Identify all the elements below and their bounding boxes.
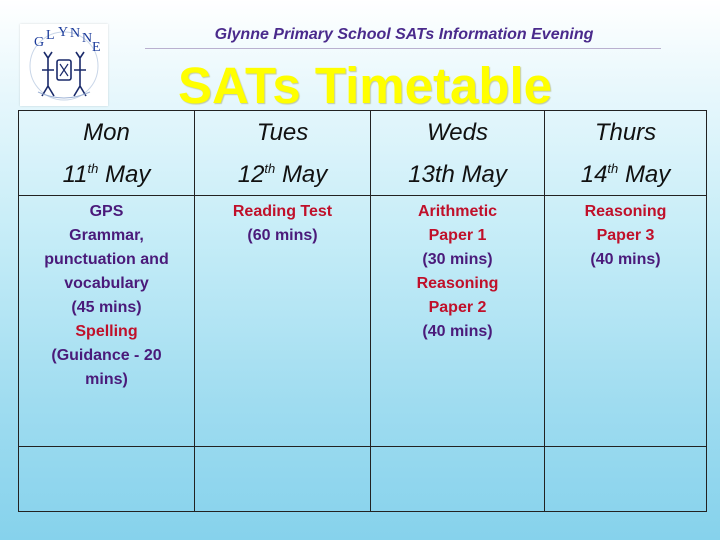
empty-cell	[545, 447, 707, 512]
svg-text:E: E	[92, 40, 101, 55]
day-date: 14th May	[580, 161, 671, 188]
test-line: (30 mins)	[422, 251, 493, 268]
test-line: (45 mins)	[71, 299, 142, 316]
day-name: Thurs	[594, 119, 657, 146]
test-line: (60 mins)	[247, 227, 318, 244]
svg-text:Y: Y	[58, 25, 69, 40]
day-date: 12th May	[237, 161, 328, 188]
tests-weds	[371, 196, 545, 447]
test-line: Paper 2	[428, 299, 487, 316]
timetable-empty-row	[19, 447, 707, 512]
day-date: 11th May	[62, 161, 151, 188]
svg-text:G: G	[34, 35, 45, 50]
test-line: (40 mins)	[422, 323, 493, 340]
svg-text:N: N	[82, 31, 93, 46]
empty-cell	[371, 447, 545, 512]
day-header-thurs	[545, 111, 707, 196]
test-line: GPS	[89, 203, 124, 220]
test-line: mins)	[85, 371, 128, 388]
page-title: SATs Timetable	[177, 57, 553, 114]
test-line: Paper 3	[596, 227, 655, 244]
sats-timetable	[18, 110, 707, 512]
day-name: Weds	[427, 119, 488, 146]
tests-mon	[19, 196, 195, 447]
school-logo	[20, 24, 108, 106]
tests-thurs	[545, 196, 707, 447]
test-line: Reasoning	[584, 203, 667, 220]
day-header-weds	[371, 111, 545, 196]
school-crest-icon	[20, 24, 108, 106]
test-line: Grammar,	[69, 227, 144, 244]
event-subtitle: Glynne Primary School SATs Information Evening	[214, 26, 594, 43]
empty-cell	[19, 447, 195, 512]
test-line: Arithmetic	[417, 203, 498, 220]
day-header-tues	[195, 111, 371, 196]
test-line: Paper 1	[428, 227, 487, 244]
empty-cell	[195, 447, 371, 512]
day-header-mon	[19, 111, 195, 196]
day-name: Tues	[256, 119, 309, 146]
timetable-header-row	[19, 111, 707, 196]
svg-text:N: N	[70, 26, 81, 41]
timetable-tests-row	[19, 196, 707, 447]
day-date: 13th May	[408, 161, 507, 188]
test-line: (Guidance - 20	[51, 347, 162, 364]
tests-tues	[195, 196, 371, 447]
test-line: Reasoning	[416, 275, 499, 292]
test-line: vocabulary	[64, 275, 149, 292]
svg-text:L: L	[46, 28, 55, 43]
test-line: punctuation and	[44, 251, 169, 268]
subtitle-divider	[145, 48, 661, 49]
test-line: Reading Test	[232, 203, 333, 220]
test-line: Spelling	[75, 323, 138, 340]
test-line: (40 mins)	[590, 251, 661, 268]
day-name: Mon	[83, 119, 130, 146]
